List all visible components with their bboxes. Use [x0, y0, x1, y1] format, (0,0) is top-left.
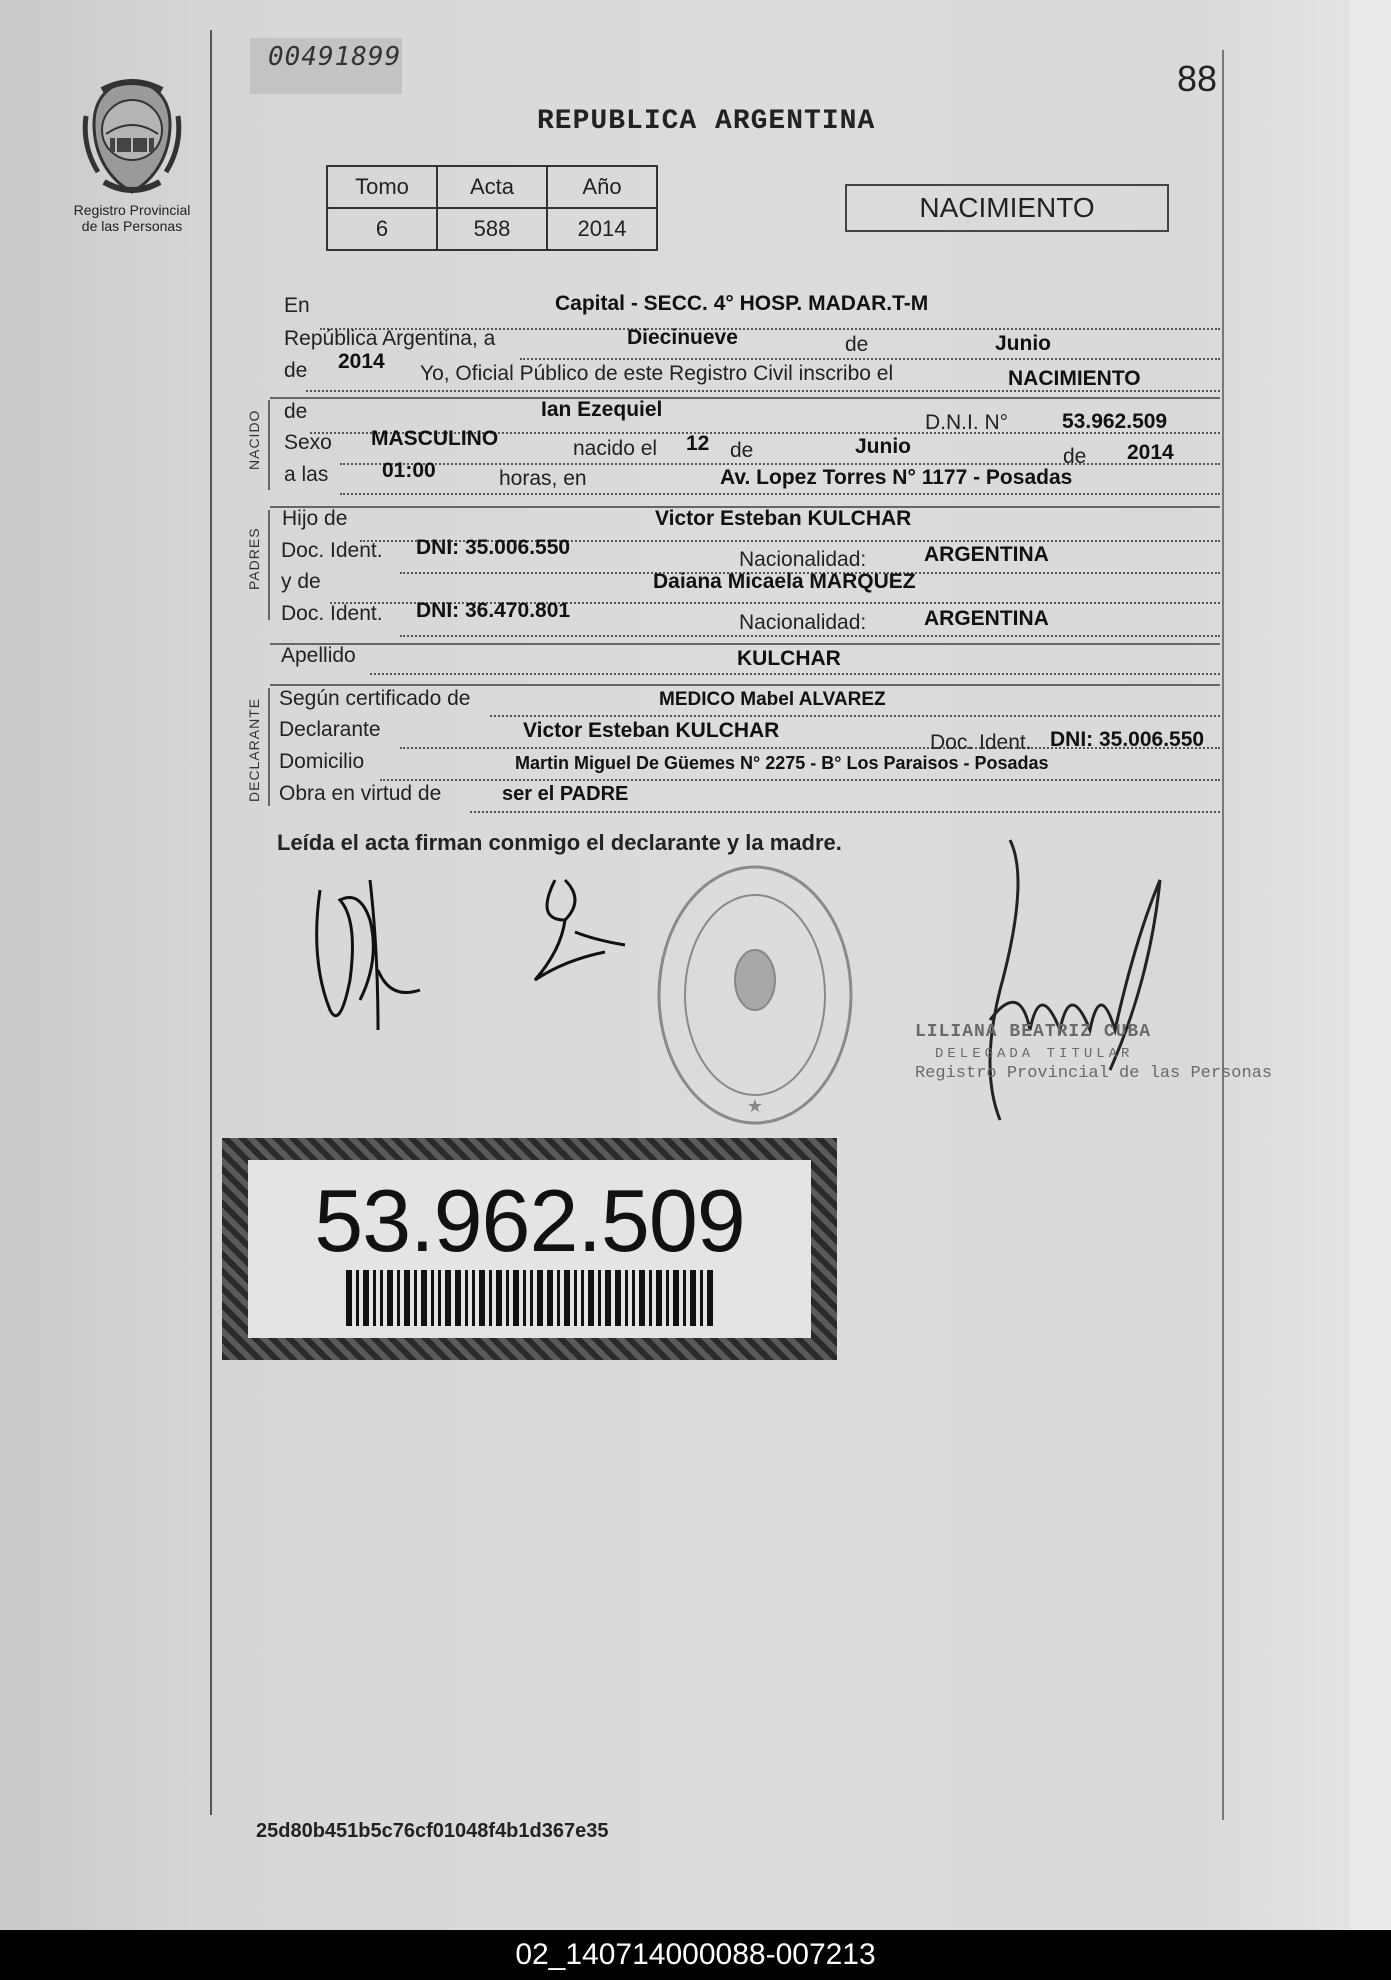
label-de-birth-month: de: [730, 439, 754, 462]
value-place: Capital - SECC. 4° HOSP. MADAR.T-M: [555, 292, 929, 315]
label-doc-declarant: Doc. Ident.: [930, 731, 1032, 754]
label-nacido-el: nacido el: [573, 437, 658, 460]
label-sexo: Sexo: [284, 431, 332, 454]
table-header-acta: Acta: [437, 166, 547, 208]
label-nationality-mother: Nacionalidad:: [739, 611, 867, 634]
value-birth-year: 2014: [1127, 441, 1174, 464]
value-address: Martin Miguel De Güemes N° 2275 - B° Los Paraisos - Posadas: [515, 753, 1049, 773]
side-label-declarante: DECLARANTE: [246, 697, 262, 802]
value-mother-name: Daiana Micaela MARQUEZ: [653, 570, 916, 593]
label-horas-en: horas, en: [499, 467, 587, 490]
label-domicilio: Domicilio: [279, 750, 365, 773]
label-declarante: Declarante: [279, 718, 381, 741]
official-title: DELEGADA TITULAR: [935, 1046, 1134, 1062]
section-divider: [270, 397, 1220, 399]
table-value-ano: 2014: [547, 208, 657, 250]
label-a-las: a las: [284, 463, 329, 486]
logo-caption-line2: de las Personas: [81, 218, 183, 234]
misiones-seal-icon: [80, 76, 184, 198]
section-divider: [270, 684, 1220, 686]
registry-table: [326, 165, 658, 251]
value-birth-day: 12: [686, 432, 710, 455]
value-day-words: Diecinueve: [627, 326, 738, 349]
value-child-dni: 53.962.509: [1062, 410, 1168, 433]
label-obra: Obra en virtud de: [279, 782, 442, 805]
section-bar: [268, 400, 270, 490]
label-de-birth-year: de: [1063, 445, 1087, 468]
svg-text:★: ★: [746, 1096, 764, 1117]
label-nationality-father: Nacionalidad:: [739, 548, 867, 571]
folio-number: 88: [1177, 58, 1218, 99]
value-month: Junio: [995, 332, 1051, 355]
act-type-box: NACIMIENTO: [845, 184, 1169, 232]
label-en: En: [284, 294, 310, 317]
table-value-acta: 588: [437, 208, 547, 250]
logo-caption-line1: Registro Provincial: [73, 202, 191, 218]
value-certificate: MEDICO Mabel ALVAREZ: [659, 689, 886, 710]
label-republica: República Argentina, a: [284, 327, 496, 350]
value-declarant: Victor Esteban KULCHAR: [523, 719, 780, 742]
table-header-ano: Año: [547, 166, 657, 208]
value-declarant-doc: DNI: 35.006.550: [1050, 728, 1205, 751]
value-father-nationality: ARGENTINA: [924, 543, 1049, 566]
dni-label-number: 53.962.509: [314, 1171, 745, 1270]
value-surname: KULCHAR: [737, 647, 841, 670]
value-father-name: Victor Esteban KULCHAR: [655, 507, 912, 530]
value-child-name: Ian Ezequiel: [541, 398, 663, 421]
label-doc-mother: Doc. Ident.: [281, 602, 383, 625]
label-yo: Yo, Oficial Público de este Registro Civil inscribo el: [420, 362, 894, 385]
dni-barcode-label: [222, 1138, 837, 1360]
barcode-icon: [346, 1270, 716, 1326]
declarant-signature: [300, 860, 430, 1040]
label-de-year: de: [284, 359, 308, 382]
label-doc-father: Doc. Ident.: [281, 539, 383, 562]
section-bar: [268, 510, 270, 620]
file-caption: 02_140714000088-007213: [0, 1930, 1391, 1980]
side-label-padres: PADRES: [246, 527, 262, 590]
left-margin-rule: [210, 30, 212, 1815]
label-y-de: y de: [281, 570, 321, 593]
label-apellido: Apellido: [281, 644, 356, 667]
value-mother-doc: DNI: 36.470.801: [416, 599, 571, 622]
table-value-tomo: 6: [327, 208, 437, 250]
official-signature: [960, 830, 1180, 1150]
value-capacity: ser el PADRE: [502, 783, 629, 805]
registry-logo: [62, 76, 202, 234]
official-seal-text: [915, 1022, 1272, 1083]
official-name: LILIANA BEATRIZ CUBA: [915, 1022, 1152, 1042]
side-label-nacido: NACIDO: [246, 409, 262, 470]
mother-signature: [525, 860, 635, 990]
table-header-tomo: Tomo: [327, 166, 437, 208]
value-mother-nationality: ARGENTINA: [924, 607, 1049, 630]
value-year: 2014: [338, 350, 385, 373]
dotted-line: [520, 330, 1220, 360]
label-segun: Según certificado de: [279, 687, 471, 710]
country-heading: REPUBLICA ARGENTINA: [537, 106, 876, 137]
official-office: Registro Provincial de las Personas: [915, 1064, 1273, 1083]
label-de-child: de: [284, 400, 308, 423]
label-dni: D.N.I. N°: [925, 411, 1009, 434]
value-birth-place: Av. Lopez Torres N° 1177 - Posadas: [720, 466, 1073, 489]
label-de: de: [845, 333, 869, 356]
section-bar: [268, 688, 270, 806]
document-hash: 25d80b451b5c76cf01048f4b1d367e35: [256, 1820, 609, 1842]
label-hijo-de: Hijo de: [282, 507, 348, 530]
value-father-doc: DNI: 35.006.550: [416, 536, 571, 559]
right-margin-rule: [1222, 50, 1224, 1820]
official-stamp: [655, 860, 855, 1130]
value-sex: MASCULINO: [371, 427, 499, 450]
closing-statement: Leída el acta firman conmigo el declarante y la madre.: [277, 830, 842, 855]
page-edge: [1350, 0, 1391, 1930]
value-birth-time: 01:00: [382, 459, 436, 482]
serial-number: 00491899: [250, 38, 402, 94]
value-birth-month: Junio: [855, 435, 911, 458]
value-act-kind: NACIMIENTO: [1008, 367, 1141, 390]
